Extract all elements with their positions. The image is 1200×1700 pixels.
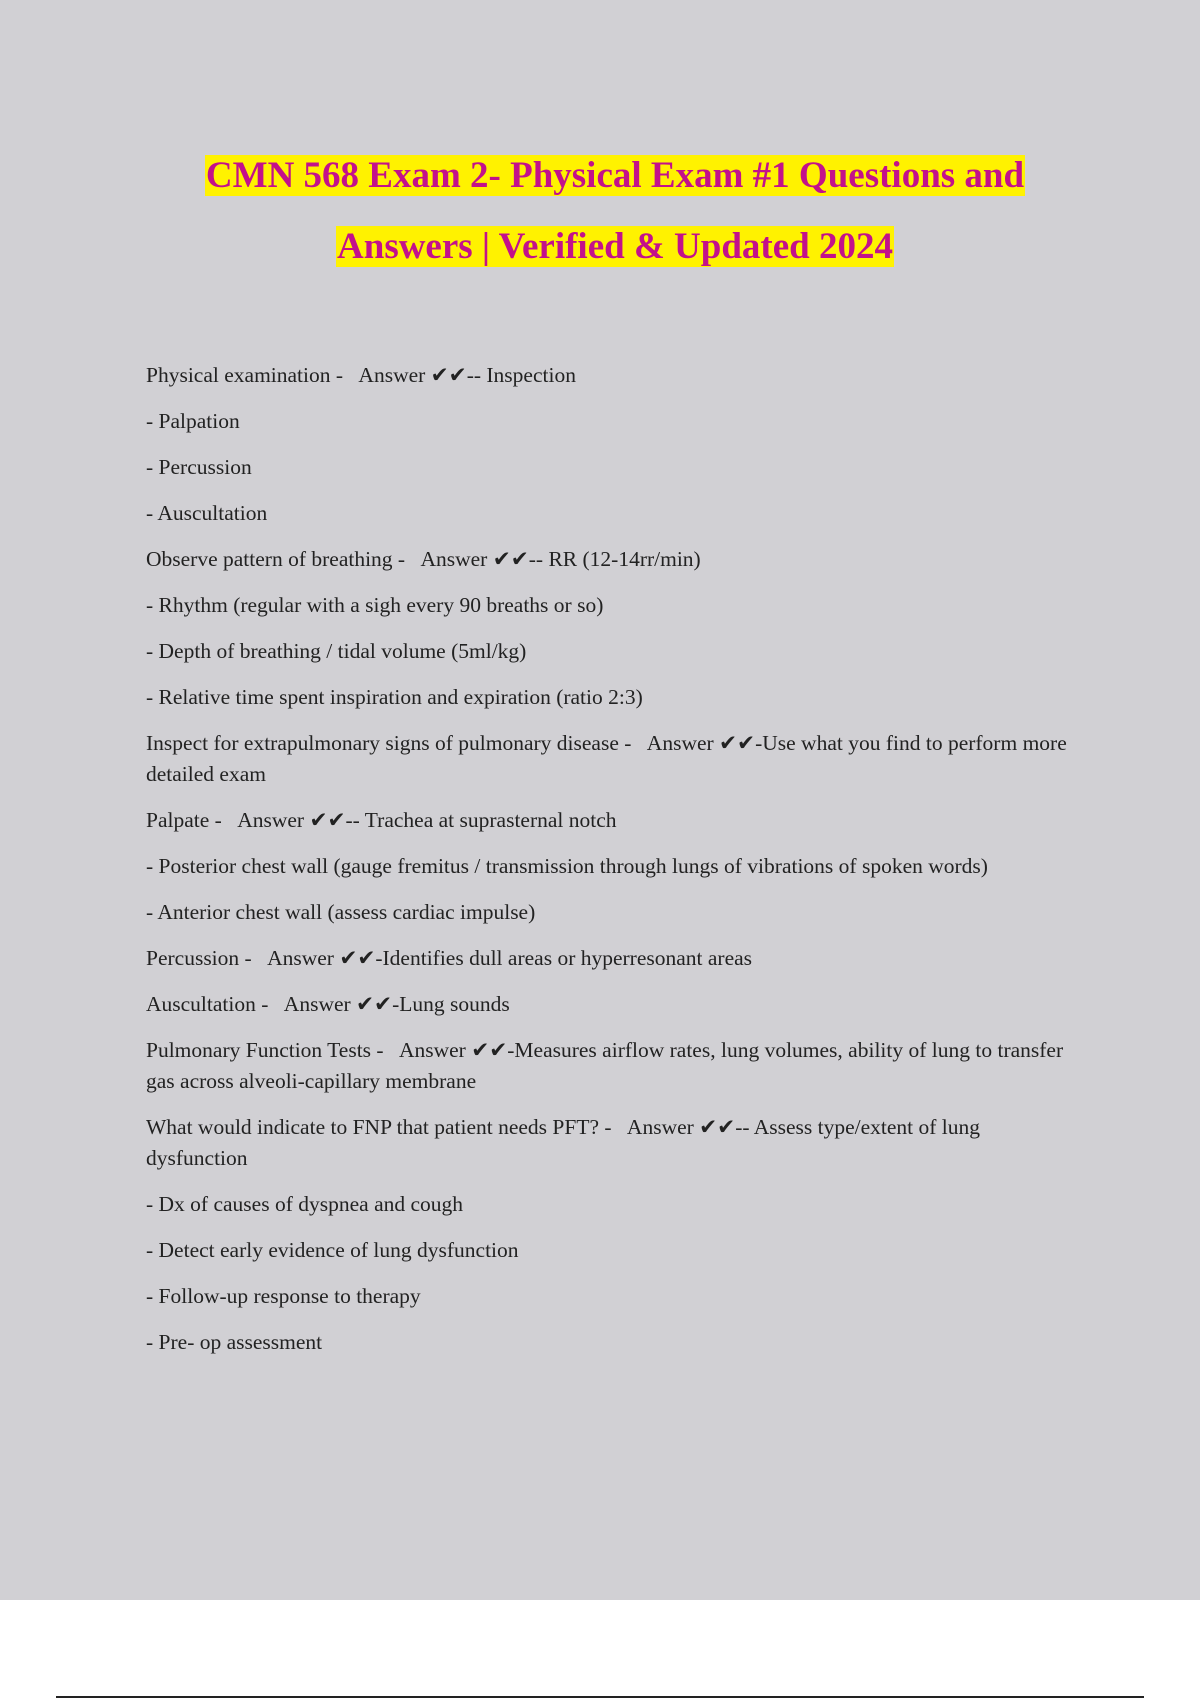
qa-entry [146, 989, 1086, 1020]
question-text: Auscultation - [146, 992, 274, 1016]
answer-bullet: - Dx of causes of dyspnea and cough [146, 1192, 464, 1216]
answer-text: -Measures airflow rates, lung volumes, ability of lung to transfer gas across alveoli-capillary membrane [146, 1038, 1064, 1093]
question-text: Pulmonary Function Tests - [146, 1038, 389, 1062]
answer-bullet: - Palpation [146, 409, 240, 433]
qa-entry [146, 1112, 1086, 1174]
answer-label: Answer ✔✔ [646, 731, 756, 755]
title-line-2: Answers | Verified & Updated 2024 [337, 226, 893, 267]
answer-label: Answer ✔✔ [237, 808, 346, 832]
answer-bullet: - Anterior chest wall (assess cardiac impulse) [146, 900, 536, 924]
question-text: What would indicate to FNP that patient needs PFT? - [146, 1115, 617, 1139]
answer-text: -- RR (12-14rr/min) [528, 547, 701, 571]
answer-text: -- Inspection [466, 363, 576, 387]
answer-bullet: - Posterior chest wall (gauge fremitus / transmission through lungs of vibrations of spoken words) [146, 854, 988, 878]
qa-entry [146, 943, 1086, 974]
answer-label: Answer ✔✔ [267, 946, 376, 970]
answer-text: -- Trachea at suprasternal notch [345, 808, 617, 832]
answer-bullet: - Rhythm (regular with a sigh every 90 breaths or so) [146, 593, 604, 617]
answer-label: Answer ✔✔ [420, 547, 529, 571]
question-text: Physical examination - [146, 363, 349, 387]
answer-bullet: - Follow-up response to therapy [146, 1284, 421, 1308]
answer-label: Answer ✔✔ [398, 1038, 508, 1062]
answer-label: Answer ✔✔ [358, 363, 467, 387]
answer-text: -Identifies dull areas or hyperresonant areas [375, 946, 753, 970]
answer-label: Answer ✔✔ [283, 992, 393, 1016]
answer-bullet: - Relative time spent inspiration and expiration (ratio 2:3) [146, 685, 643, 709]
question-text: Palpate - [146, 808, 228, 832]
question-text: Observe pattern of breathing - [146, 547, 411, 571]
qa-entry [146, 728, 1086, 790]
qa-entry [146, 1035, 1086, 1097]
document-title [60, 140, 1170, 282]
answer-bullet: - Detect early evidence of lung dysfunction [146, 1238, 519, 1262]
answer-bullet: - Depth of breathing / tidal volume (5ml/kg) [146, 639, 527, 663]
title-line-1: CMN 568 Exam 2- Physical Exam #1 Questions and [205, 155, 1025, 196]
answer-text: -Use what you find to perform more detailed exam [146, 731, 1067, 786]
answer-bullet: - Pre- op assessment [146, 1330, 323, 1354]
footer-divider [56, 1696, 1144, 1698]
qa-entry [146, 360, 1086, 391]
qa-content [146, 360, 1086, 1373]
answer-text: -Lung sounds [392, 992, 510, 1016]
answer-label: Answer ✔✔ [626, 1115, 736, 1139]
answer-text: -- Assess type/extent of lung dysfunction [146, 1115, 981, 1170]
qa-entry [146, 805, 1086, 836]
question-text: Inspect for extrapulmonary signs of pulmonary disease - [146, 731, 637, 755]
answer-bullet: - Auscultation [146, 501, 268, 525]
qa-entry [146, 544, 1086, 575]
question-text: Percussion - [146, 946, 258, 970]
answer-bullet: - Percussion [146, 455, 252, 479]
